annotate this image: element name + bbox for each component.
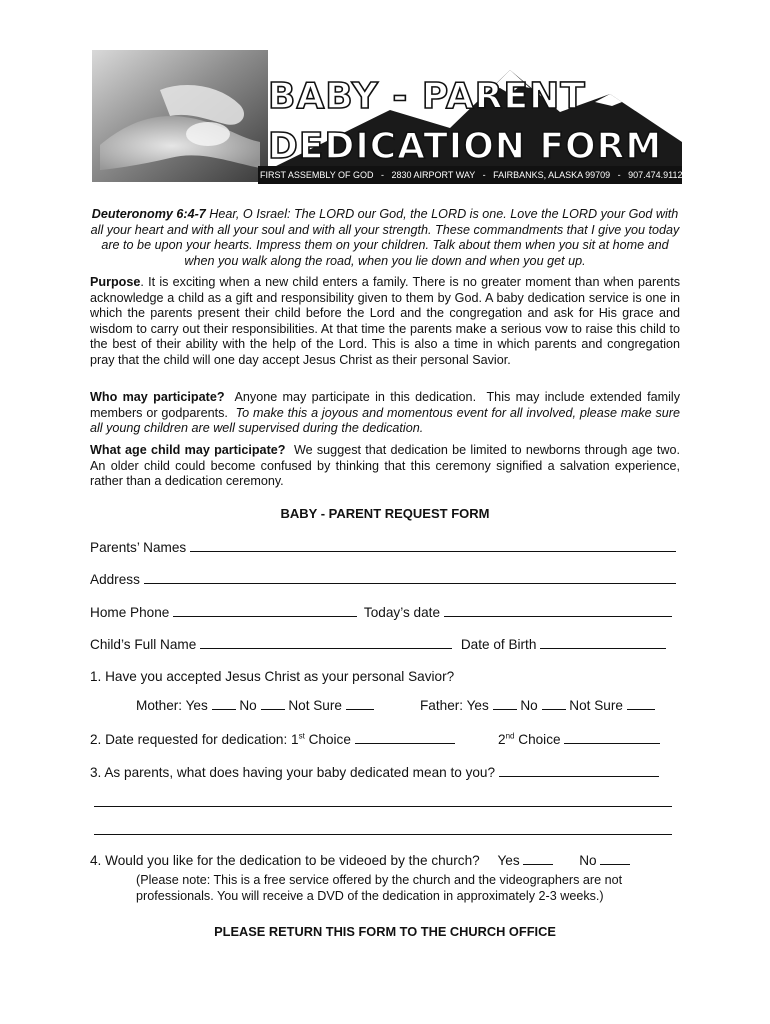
child-row bbox=[90, 636, 666, 652]
father-answer-row bbox=[420, 697, 655, 713]
q2-choice-label-2: Choice bbox=[518, 732, 561, 747]
father-no-label: No bbox=[520, 698, 538, 713]
mother-yes-field[interactable] bbox=[212, 697, 236, 710]
video-note: (Please note: This is a free service offered by the church and the videographers are not professionals. You will receive a DVD of the dedication in approximately 2-3 weeks.) bbox=[136, 873, 623, 903]
father-not-sure-field[interactable] bbox=[627, 697, 655, 710]
q4-no-field[interactable] bbox=[600, 852, 630, 865]
purpose-text: . It is exciting when a new child enters a family. There is no greater moment than when parents acknowledge a child as a gift and responsibility given to them by God. A baby dedication service is one in which the parents present their child before the Lord and the congregation and ask for His grace and wisdom to carry out their responsibilities. At that time the parents make a serious vow to raise this child to the best of their ability with the help of the Lord. This is also a time in which parents and congregation pray that the child will one day accept Jesus Christ as their personal Savior. bbox=[90, 275, 680, 367]
form-heading: BABY - PARENT REQUEST FORM bbox=[280, 506, 490, 521]
question-2 bbox=[90, 731, 455, 747]
address-label: Address bbox=[90, 572, 140, 587]
age-label: What age child may participate? bbox=[90, 443, 286, 457]
mother-not-sure-field[interactable] bbox=[346, 697, 374, 710]
question-4 bbox=[90, 852, 630, 868]
q3-answer-line-1[interactable] bbox=[94, 806, 672, 807]
parents-names-label: Parents’ Names bbox=[90, 540, 187, 555]
who-paragraph bbox=[90, 390, 684, 437]
question-1: 1. Have you accepted Jesus Christ as your personal Savior? bbox=[90, 669, 455, 684]
home-phone-label: Home Phone bbox=[90, 605, 170, 620]
header bbox=[90, 50, 682, 186]
father-yes-field[interactable] bbox=[493, 697, 517, 710]
mother-not-sure-label: Not Sure bbox=[288, 698, 342, 713]
age-paragraph bbox=[90, 443, 688, 490]
phone-date-row bbox=[90, 604, 672, 620]
q4-yes-label: Yes bbox=[497, 853, 520, 868]
date-of-birth-label: Date of Birth bbox=[460, 637, 537, 652]
church-info-bar: FIRST ASSEMBLY OF GOD - 2830 AIRPORT WAY - FAIRBANKS, ALASKA 99709 - 907.474.9112 bbox=[260, 170, 683, 180]
scripture bbox=[90, 207, 680, 269]
who-label: Who may participate? bbox=[90, 390, 225, 404]
address-row bbox=[90, 571, 676, 587]
q2-second: 2 bbox=[498, 732, 506, 747]
mother-yes-label: Mother: Yes bbox=[136, 698, 208, 713]
home-phone-field[interactable] bbox=[173, 604, 357, 617]
question-2-second bbox=[498, 731, 660, 747]
who-italic: To make this a joyous and momentous event for all involved, please make sure all young children are well supervised during the dedication. bbox=[90, 405, 680, 435]
parents-names-field[interactable] bbox=[190, 539, 676, 552]
purpose-paragraph bbox=[90, 275, 680, 368]
todays-date-label: Today’s date bbox=[363, 605, 441, 620]
address-field[interactable] bbox=[144, 571, 676, 584]
question-3 bbox=[90, 764, 659, 780]
age-text: We suggest that dedication be limited to newborns through age two. An older child could become confused by thinking that this ceremony signified a salvation experience, rather than a dedication ceremony. bbox=[90, 443, 688, 488]
title-line-1: BABY - PARENT bbox=[268, 76, 586, 117]
child-name-label: Child’s Full Name bbox=[90, 637, 197, 652]
q2-sup-second: nd bbox=[505, 731, 515, 741]
q2-prefix: 2. Date requested for dedication: 1 bbox=[90, 732, 299, 747]
first-choice-field[interactable] bbox=[355, 731, 455, 744]
date-of-birth-field[interactable] bbox=[540, 636, 666, 649]
parents-names-row bbox=[90, 539, 676, 555]
purpose-label: Purpose bbox=[90, 275, 141, 289]
q4-yes-field[interactable] bbox=[523, 852, 553, 865]
return-instruction: PLEASE RETURN THIS FORM TO THE CHURCH OFFICE bbox=[214, 924, 556, 939]
q3-field[interactable] bbox=[499, 764, 659, 777]
second-choice-field[interactable] bbox=[564, 731, 660, 744]
child-name-field[interactable] bbox=[200, 636, 452, 649]
todays-date-field[interactable] bbox=[444, 604, 672, 617]
q3-label: 3. As parents, what does having your baby dedicated mean to you? bbox=[90, 765, 496, 780]
mother-answer-row bbox=[136, 697, 374, 713]
mother-no-label: No bbox=[239, 698, 257, 713]
scripture-text: Hear, O Israel: The LORD our God, the LORD is one. Love the LORD your God with all your heart and with all your soul and with all your strength. These commandments that I give you today are to be upon your hearts. Impress them on your children. Talk about them when you sit at home and when you walk along the road, when you lie down and when you get up. bbox=[90, 207, 680, 268]
father-not-sure-label: Not Sure bbox=[569, 698, 623, 713]
mother-no-field[interactable] bbox=[261, 697, 285, 710]
scripture-reference: Deuteronomy 6:4-7 bbox=[91, 207, 206, 221]
title-line-2: DEDICATION FORM bbox=[268, 126, 663, 167]
father-yes-label: Father: Yes bbox=[420, 698, 489, 713]
q2-choice-label-1: Choice bbox=[308, 732, 351, 747]
father-no-field[interactable] bbox=[542, 697, 566, 710]
q3-answer-line-2[interactable] bbox=[94, 834, 672, 835]
q4-label: 4. Would you like for the dedication to be videoed by the church? bbox=[90, 853, 480, 868]
who-text: Anyone may participate in this dedication. This may include extended family members or godparents. bbox=[90, 390, 684, 420]
q4-no-label: No bbox=[579, 853, 597, 868]
q2-sup-first: st bbox=[298, 731, 305, 741]
